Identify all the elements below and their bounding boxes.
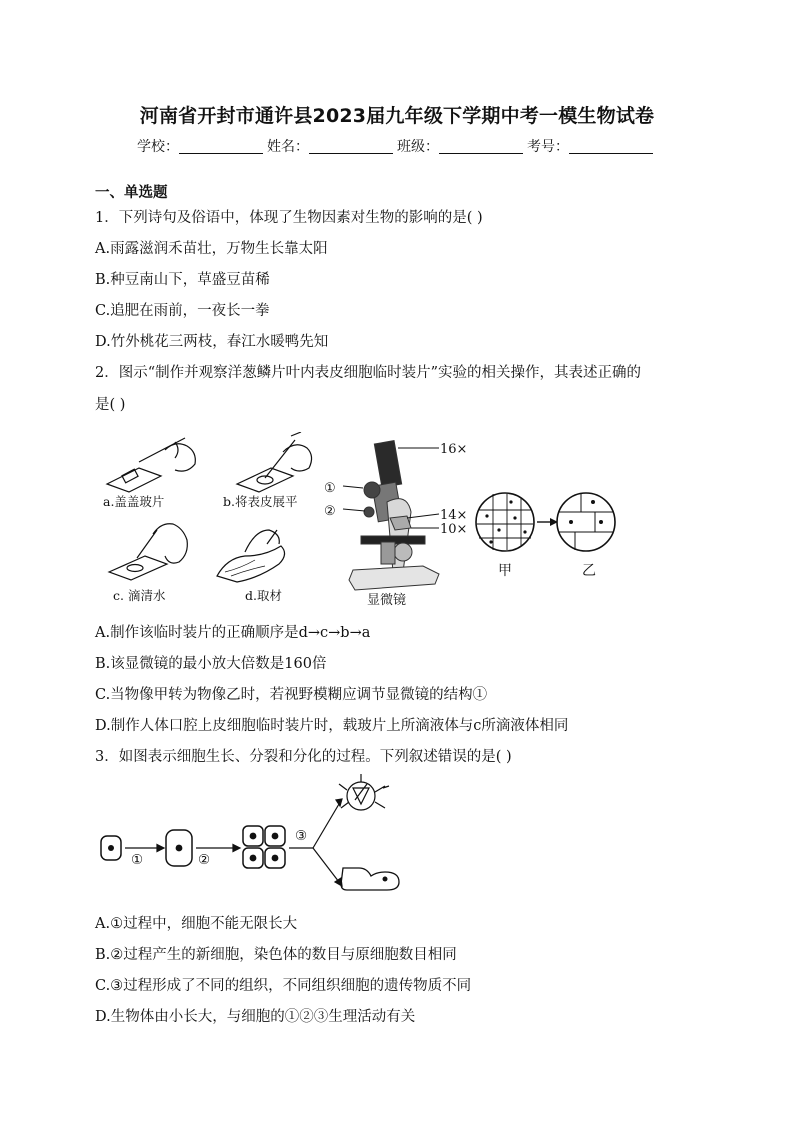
q3-option-a[interactable]: A.①过程中，细胞不能无限长大 — [95, 916, 298, 932]
process-1-mark: ① — [131, 852, 144, 868]
view-jia-illustration — [476, 493, 534, 551]
view-jia-label: 甲 — [498, 563, 512, 579]
process-2-mark: ② — [198, 852, 211, 868]
q1-option-a[interactable]: A.雨露滋润禾苗壮，万物生长靠太阳 — [95, 241, 328, 257]
step-d-illustration — [217, 530, 285, 582]
q2-option-a[interactable]: A.制作该临时装片的正确顺序是d→c→b→a — [95, 625, 371, 641]
step-c-label: c. 滴清水 — [113, 588, 166, 603]
step-d-label: d.取材 — [245, 588, 282, 603]
q2-figure — [95, 432, 635, 612]
structure-1-mark: ① — [324, 481, 336, 496]
step-c-illustration — [109, 524, 187, 580]
step-a-illustration — [107, 438, 195, 492]
q1-option-c[interactable]: C.追肥在雨前，一夜长一拳 — [95, 303, 270, 319]
q1-option-b[interactable]: B.种豆南山下，草盛豆苗稀 — [95, 272, 270, 288]
q1-stem: 1．下列诗句及俗语中，体现了生物因素对生物的影响的是( ) — [95, 210, 483, 226]
objective-10x-label: 10× — [440, 522, 468, 537]
student-info-row — [0, 136, 794, 156]
page-title: 河南省开封市通许县2023届九年级下学期中考一模生物试卷 — [139, 105, 655, 127]
q3-option-b[interactable]: B.②过程产生的新细胞，染色体的数目与原细胞数目相同 — [95, 947, 457, 963]
q3-option-d[interactable]: D.生物体由小长大，与细胞的①②③生理活动有关 — [95, 1009, 416, 1025]
class-label: 班级： — [397, 139, 439, 155]
q1-option-d[interactable]: D.竹外桃花三两枝，春江水暖鸭先知 — [95, 334, 329, 350]
exam-no-label: 考号： — [527, 139, 569, 155]
class-blank[interactable] — [439, 139, 523, 154]
q2-stem-line2: 是( ) — [95, 397, 126, 413]
step-b-label: b.将表皮展平 — [223, 494, 298, 509]
step-a-label: a.盖盖玻片 — [103, 494, 165, 509]
eyepiece-label: 16× — [440, 442, 468, 457]
q3-stem: 3．如图表示细胞生长、分裂和分化的过程。下列叙述错误的是( ) — [95, 749, 512, 765]
q3-figure — [95, 772, 425, 902]
q2-stem-line1: 2．图示“制作并观察洋葱鳞片叶内表皮细胞临时装片”实验的相关操作，其表述正确的 — [95, 365, 642, 381]
school-blank[interactable] — [179, 139, 263, 154]
section-heading: 一、单选题 — [95, 185, 168, 201]
objective-14x-label: 14× — [440, 508, 468, 523]
nerve-cell-illustration — [339, 774, 389, 810]
name-blank[interactable] — [309, 139, 393, 154]
school-label: 学校： — [137, 139, 179, 155]
q2-option-c[interactable]: C.当物像甲转为物像乙时，若视野模糊应调节显微镜的结构① — [95, 687, 488, 703]
q2-option-b[interactable]: B.该显微镜的最小放大倍数是160倍 — [95, 656, 327, 672]
view-yi-label: 乙 — [582, 563, 596, 579]
name-label: 姓名： — [267, 139, 309, 155]
exam-no-blank[interactable] — [569, 139, 653, 154]
process-3-mark: ③ — [295, 828, 308, 844]
view-yi-illustration — [557, 493, 615, 551]
step-b-illustration — [237, 432, 312, 492]
q2-option-d[interactable]: D.制作人体口腔上皮细胞临时装片时，载玻片上所滴液体与c所滴液体相同 — [95, 718, 569, 734]
microscope-label: 显微镜 — [367, 593, 407, 608]
elongated-cell-illustration — [341, 868, 399, 890]
q3-option-c[interactable]: C.③过程形成了不同的组织，不同组织细胞的遗传物质不同 — [95, 978, 472, 994]
structure-2-mark: ② — [324, 504, 336, 519]
